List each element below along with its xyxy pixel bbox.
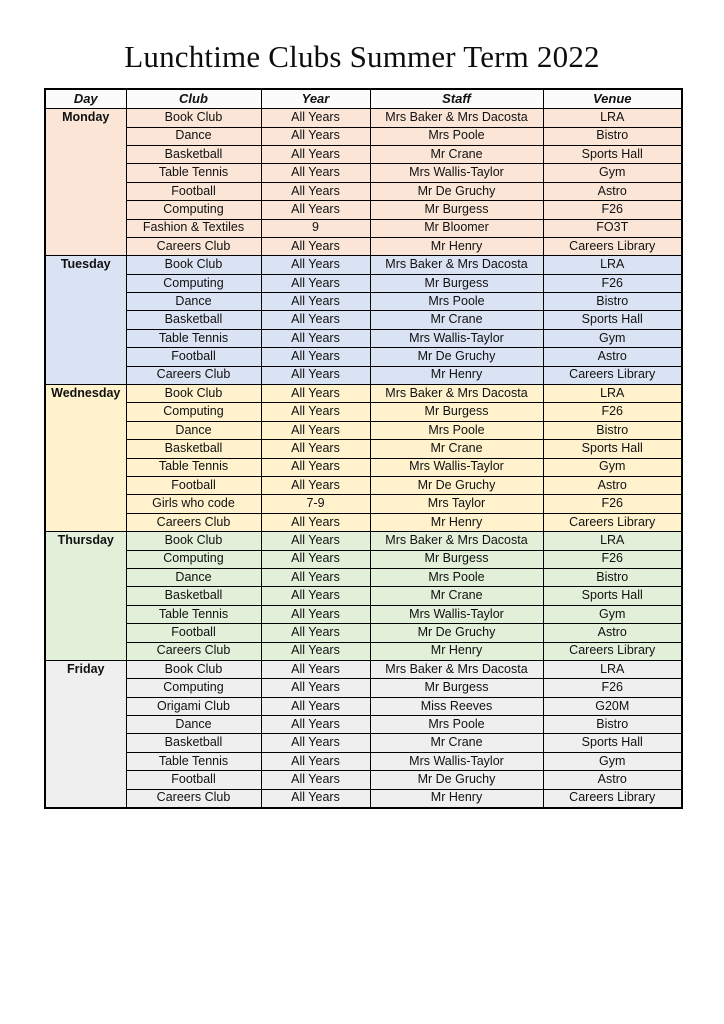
table-row (45, 532, 682, 550)
year-cell: All Years (261, 293, 370, 311)
year-cell: All Years (261, 201, 370, 219)
venue-cell: G20M (543, 697, 682, 715)
staff-cell: Mr Crane (370, 440, 543, 458)
year-cell: All Years (261, 329, 370, 347)
table-row (45, 311, 682, 329)
table-row (45, 256, 682, 274)
club-cell: Dance (126, 568, 261, 586)
table-row (45, 624, 682, 642)
venue-cell: Bistro (543, 421, 682, 439)
staff-cell: Mrs Wallis-Taylor (370, 329, 543, 347)
table-row (45, 127, 682, 145)
staff-cell: Mrs Poole (370, 293, 543, 311)
staff-cell: Mr Henry (370, 366, 543, 384)
club-cell: Book Club (126, 385, 261, 403)
staff-cell: Mrs Baker & Mrs Dacosta (370, 385, 543, 403)
staff-cell: Mr Crane (370, 145, 543, 163)
club-cell: Dance (126, 421, 261, 439)
venue-cell: F26 (543, 679, 682, 697)
day-cell-wednesday: Wednesday (45, 385, 126, 532)
table-row (45, 458, 682, 476)
club-cell: Computing (126, 403, 261, 421)
year-cell: All Years (261, 440, 370, 458)
year-cell: All Years (261, 716, 370, 734)
table-row (45, 679, 682, 697)
club-cell: Careers Club (126, 789, 261, 807)
table-row (45, 201, 682, 219)
venue-cell: Bistro (543, 716, 682, 734)
venue-cell: Astro (543, 182, 682, 200)
venue-cell: Astro (543, 477, 682, 495)
venue-cell: Bistro (543, 568, 682, 586)
venue-cell: Sports Hall (543, 145, 682, 163)
table-row (45, 587, 682, 605)
staff-cell: Mr Burgess (370, 403, 543, 421)
year-cell: 9 (261, 219, 370, 237)
year-cell: 7-9 (261, 495, 370, 513)
venue-cell: F26 (543, 550, 682, 568)
table-row (45, 605, 682, 623)
table-row (45, 109, 682, 127)
staff-cell: Mr Crane (370, 587, 543, 605)
club-cell: Basketball (126, 587, 261, 605)
table-row (45, 771, 682, 789)
venue-cell: Sports Hall (543, 587, 682, 605)
venue-cell: LRA (543, 385, 682, 403)
clubs-table (44, 88, 683, 808)
table-row (45, 348, 682, 366)
club-cell: Basketball (126, 440, 261, 458)
club-cell: Computing (126, 274, 261, 292)
venue-cell: F26 (543, 201, 682, 219)
column-header-staff: Staff (370, 89, 543, 109)
year-cell: All Years (261, 734, 370, 752)
year-cell: All Years (261, 145, 370, 163)
year-cell: All Years (261, 366, 370, 384)
club-cell: Book Club (126, 109, 261, 127)
table-body (45, 109, 682, 808)
staff-cell: Mrs Baker & Mrs Dacosta (370, 256, 543, 274)
venue-cell: LRA (543, 660, 682, 678)
staff-cell: Mrs Baker & Mrs Dacosta (370, 660, 543, 678)
table-row (45, 182, 682, 200)
year-cell: All Years (261, 385, 370, 403)
year-cell: All Years (261, 256, 370, 274)
venue-cell: Gym (543, 605, 682, 623)
staff-cell: Mr De Gruchy (370, 771, 543, 789)
year-cell: All Years (261, 109, 370, 127)
header-row (45, 89, 682, 109)
club-cell: Table Tennis (126, 605, 261, 623)
column-header-club: Club (126, 89, 261, 109)
table-row (45, 697, 682, 715)
page-title: Lunchtime Clubs Summer Term 2022 (124, 39, 600, 74)
staff-cell: Mr De Gruchy (370, 348, 543, 366)
club-cell: Careers Club (126, 237, 261, 255)
venue-cell: Careers Library (543, 237, 682, 255)
club-cell: Girls who code (126, 495, 261, 513)
table-row (45, 440, 682, 458)
year-cell: All Years (261, 182, 370, 200)
table-row (45, 477, 682, 495)
table-row (45, 495, 682, 513)
year-cell: All Years (261, 752, 370, 770)
venue-cell: F26 (543, 495, 682, 513)
venue-cell: LRA (543, 109, 682, 127)
year-cell: All Years (261, 587, 370, 605)
table-row (45, 329, 682, 347)
table-row (45, 421, 682, 439)
table-row (45, 734, 682, 752)
venue-cell: Gym (543, 752, 682, 770)
club-cell: Table Tennis (126, 458, 261, 476)
staff-cell: Mrs Wallis-Taylor (370, 164, 543, 182)
year-cell: All Years (261, 568, 370, 586)
staff-cell: Mr Crane (370, 311, 543, 329)
venue-cell: Bistro (543, 127, 682, 145)
club-cell: Basketball (126, 734, 261, 752)
venue-cell: Astro (543, 624, 682, 642)
year-cell: All Years (261, 403, 370, 421)
table-row (45, 145, 682, 163)
club-cell: Football (126, 771, 261, 789)
staff-cell: Mr Henry (370, 642, 543, 660)
venue-cell: F26 (543, 403, 682, 421)
club-cell: Computing (126, 679, 261, 697)
year-cell: All Years (261, 679, 370, 697)
club-cell: Basketball (126, 145, 261, 163)
table-row (45, 513, 682, 531)
staff-cell: Mr Burgess (370, 274, 543, 292)
staff-cell: Miss Reeves (370, 697, 543, 715)
year-cell: All Years (261, 274, 370, 292)
table-row (45, 403, 682, 421)
venue-cell: Careers Library (543, 789, 682, 807)
year-cell: All Years (261, 164, 370, 182)
year-cell: All Years (261, 127, 370, 145)
year-cell: All Years (261, 771, 370, 789)
venue-cell: Astro (543, 771, 682, 789)
staff-cell: Mrs Wallis-Taylor (370, 605, 543, 623)
club-cell: Football (126, 348, 261, 366)
column-header-venue: Venue (543, 89, 682, 109)
club-cell: Dance (126, 716, 261, 734)
venue-cell: Gym (543, 164, 682, 182)
venue-cell: Sports Hall (543, 734, 682, 752)
venue-cell: FO3T (543, 219, 682, 237)
staff-cell: Mr De Gruchy (370, 477, 543, 495)
staff-cell: Mrs Poole (370, 421, 543, 439)
venue-cell: Gym (543, 458, 682, 476)
venue-cell: Sports Hall (543, 440, 682, 458)
year-cell: All Years (261, 458, 370, 476)
staff-cell: Mrs Baker & Mrs Dacosta (370, 532, 543, 550)
table-row (45, 293, 682, 311)
staff-cell: Mr Burgess (370, 550, 543, 568)
year-cell: All Years (261, 421, 370, 439)
club-cell: Dance (126, 127, 261, 145)
year-cell: All Years (261, 697, 370, 715)
club-cell: Computing (126, 550, 261, 568)
club-cell: Careers Club (126, 642, 261, 660)
year-cell: All Years (261, 237, 370, 255)
staff-cell: Mrs Baker & Mrs Dacosta (370, 109, 543, 127)
year-cell: All Years (261, 789, 370, 807)
table-row (45, 642, 682, 660)
club-cell: Fashion & Textiles (126, 219, 261, 237)
table-row (45, 366, 682, 384)
staff-cell: Mrs Poole (370, 568, 543, 586)
year-cell: All Years (261, 642, 370, 660)
table-row (45, 219, 682, 237)
table-row (45, 274, 682, 292)
staff-cell: Mr Bloomer (370, 219, 543, 237)
club-cell: Table Tennis (126, 752, 261, 770)
year-cell: All Years (261, 605, 370, 623)
table-row (45, 237, 682, 255)
staff-cell: Mrs Poole (370, 127, 543, 145)
column-header-year: Year (261, 89, 370, 109)
staff-cell: Mrs Poole (370, 716, 543, 734)
venue-cell: Bistro (543, 293, 682, 311)
staff-cell: Mr Crane (370, 734, 543, 752)
staff-cell: Mrs Wallis-Taylor (370, 458, 543, 476)
staff-cell: Mr Burgess (370, 201, 543, 219)
staff-cell: Mr Henry (370, 237, 543, 255)
table-row (45, 550, 682, 568)
club-cell: Table Tennis (126, 164, 261, 182)
club-cell: Football (126, 624, 261, 642)
venue-cell: LRA (543, 532, 682, 550)
staff-cell: Mr Burgess (370, 679, 543, 697)
day-cell-thursday: Thursday (45, 532, 126, 661)
staff-cell: Mr De Gruchy (370, 624, 543, 642)
venue-cell: Careers Library (543, 642, 682, 660)
club-cell: Table Tennis (126, 329, 261, 347)
venue-cell: Careers Library (543, 513, 682, 531)
club-cell: Football (126, 182, 261, 200)
year-cell: All Years (261, 624, 370, 642)
day-cell-monday: Monday (45, 109, 126, 256)
club-cell: Book Club (126, 660, 261, 678)
club-cell: Careers Club (126, 366, 261, 384)
venue-cell: Careers Library (543, 366, 682, 384)
year-cell: All Years (261, 513, 370, 531)
club-cell: Careers Club (126, 513, 261, 531)
club-cell: Football (126, 477, 261, 495)
club-cell: Basketball (126, 311, 261, 329)
venue-cell: F26 (543, 274, 682, 292)
table-row (45, 660, 682, 678)
table-row (45, 789, 682, 807)
venue-cell: Gym (543, 329, 682, 347)
day-cell-tuesday: Tuesday (45, 256, 126, 385)
year-cell: All Years (261, 532, 370, 550)
table-row (45, 752, 682, 770)
table-row (45, 385, 682, 403)
table-row (45, 164, 682, 182)
table-row (45, 568, 682, 586)
venue-cell: Astro (543, 348, 682, 366)
club-cell: Book Club (126, 256, 261, 274)
day-cell-friday: Friday (45, 660, 126, 807)
club-cell: Dance (126, 293, 261, 311)
venue-cell: LRA (543, 256, 682, 274)
table-row (45, 716, 682, 734)
venue-cell: Sports Hall (543, 311, 682, 329)
staff-cell: Mrs Wallis-Taylor (370, 752, 543, 770)
staff-cell: Mr Henry (370, 513, 543, 531)
column-header-day: Day (45, 89, 126, 109)
staff-cell: Mrs Taylor (370, 495, 543, 513)
year-cell: All Years (261, 477, 370, 495)
club-cell: Computing (126, 201, 261, 219)
club-cell: Book Club (126, 532, 261, 550)
year-cell: All Years (261, 660, 370, 678)
club-cell: Origami Club (126, 697, 261, 715)
staff-cell: Mr De Gruchy (370, 182, 543, 200)
staff-cell: Mr Henry (370, 789, 543, 807)
year-cell: All Years (261, 550, 370, 568)
year-cell: All Years (261, 311, 370, 329)
year-cell: All Years (261, 348, 370, 366)
